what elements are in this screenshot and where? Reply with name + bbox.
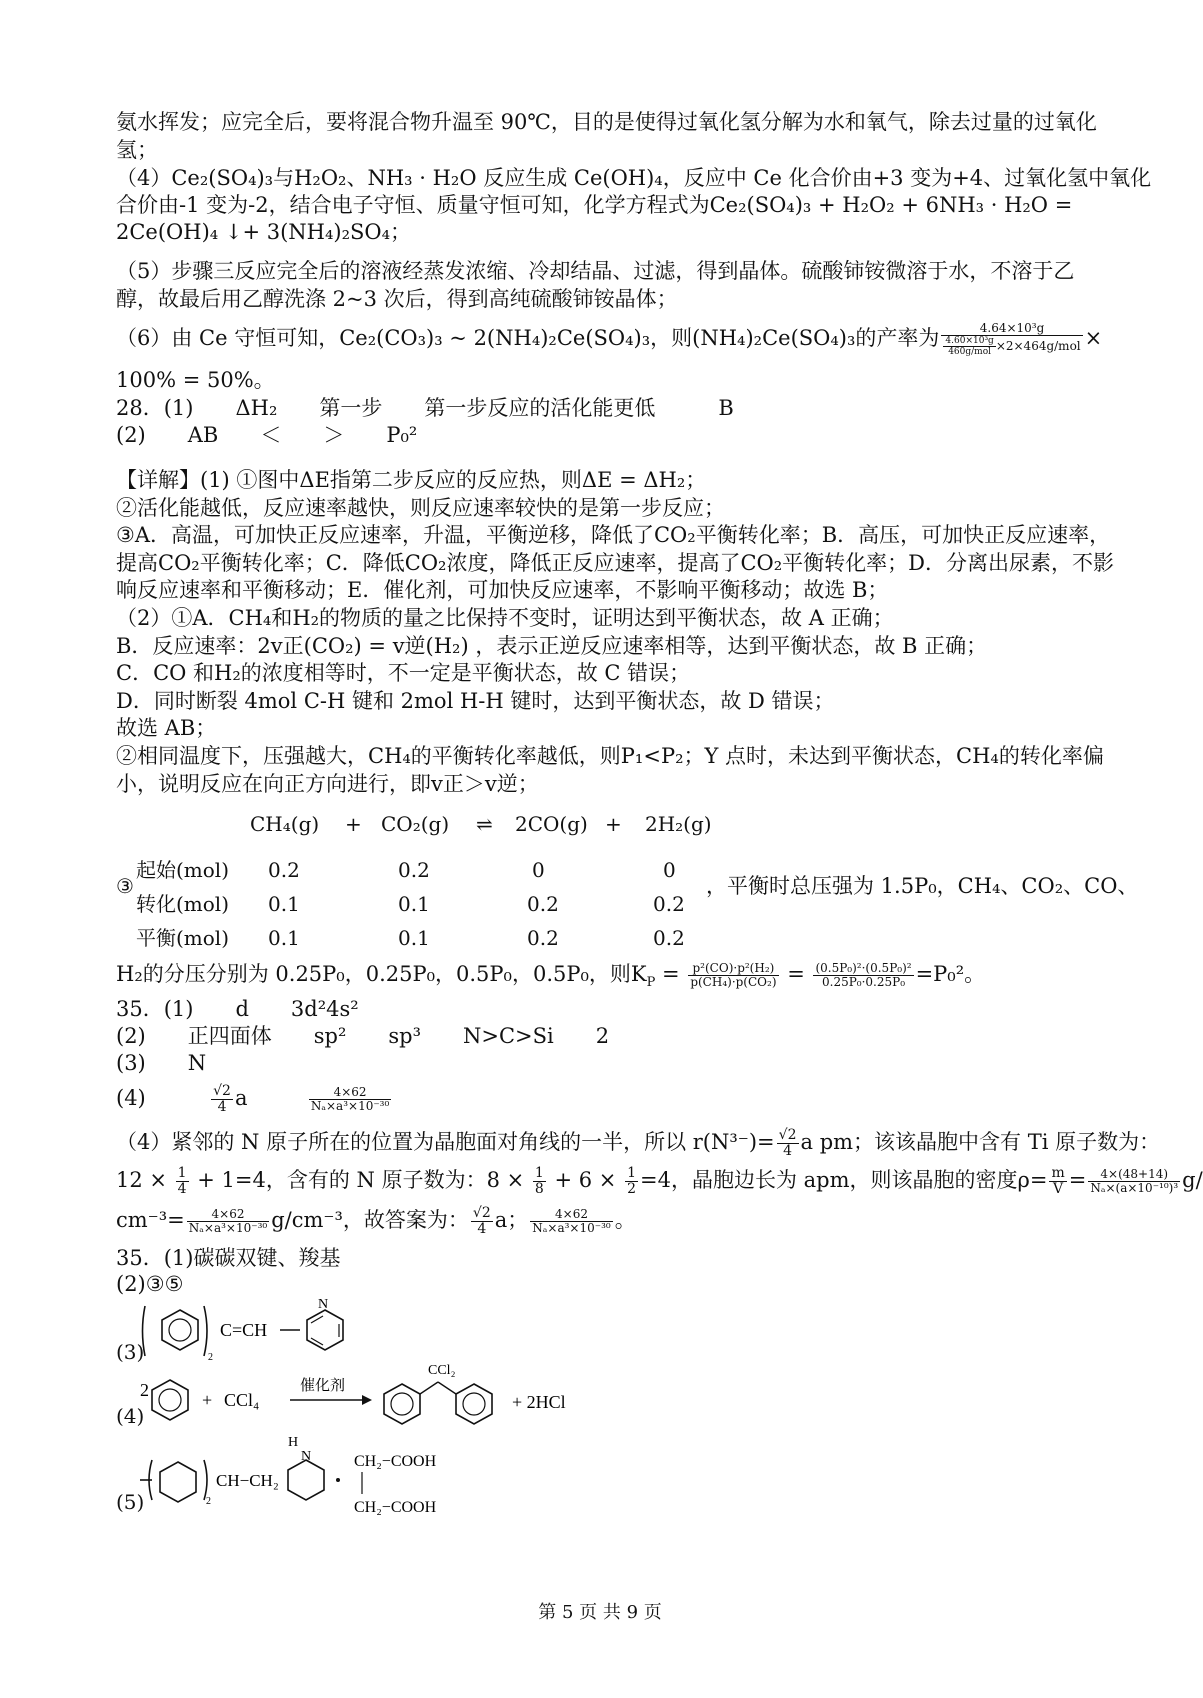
table-header-cell: CH₄(g) xyxy=(250,812,320,836)
text-line: 100% = 50%。 xyxy=(116,368,275,392)
aromatic-circle xyxy=(391,1393,413,1415)
text-line: 故选 AB； xyxy=(116,716,217,740)
fraction xyxy=(471,1206,493,1237)
kp-subscript: P xyxy=(646,975,656,991)
aromatic-circle xyxy=(159,1389,181,1411)
text-line: （2）①A．CH₄和H₂的物质的量之比保持不变时，证明达到平衡状态，故 A 正确； xyxy=(116,606,894,630)
denominator: p(CH₄)·p(CO₂) xyxy=(690,975,777,989)
arrow-head-icon xyxy=(362,1395,372,1405)
fraction xyxy=(625,1166,638,1197)
bond xyxy=(438,1382,456,1394)
table-cell: 0.2 xyxy=(398,858,430,882)
kp-result: =P₀²。 xyxy=(915,962,986,986)
answer-28-1: 28．(1) ΔH₂ 第一步 第一步反应的活化能更低 B xyxy=(116,396,734,420)
text-line: 氨水挥发；应完全后，要将混合物升温至 90℃，目的是使得过氧化氢分解为水和氧气，除去过量的过氧化 xyxy=(116,110,1097,134)
denominator: 8 xyxy=(534,1181,544,1197)
organic-answer-1: 35．(1)碳碳双键、羧基 xyxy=(116,1246,341,1270)
text-line: （5）步骤三反应完全后的溶液经蒸发浓缩、冷却结晶、过滤，得到晶体。硫酸铈铵微溶于水，不溶于乙 xyxy=(116,259,1075,283)
table-cell: 0.1 xyxy=(398,892,430,916)
piperidine-ring-icon xyxy=(288,1460,324,1500)
table-cell: 0.2 xyxy=(268,858,300,882)
organic-answer-5-label: (5) xyxy=(116,1490,145,1514)
numerator: (0.5P₀)²·(0.5P₀)² xyxy=(815,961,912,975)
circle-number: ③ xyxy=(116,874,134,898)
kp-equals: = xyxy=(655,962,687,986)
fraction xyxy=(1049,1166,1066,1197)
kp-fraction-2 xyxy=(813,962,913,989)
denominator: 4 xyxy=(217,1099,227,1115)
aromatic-circle xyxy=(463,1393,485,1415)
numerator: √2 xyxy=(472,1205,491,1221)
table-header-cell: ⇌ xyxy=(476,812,493,836)
structure-5-svg xyxy=(140,1430,520,1520)
cyclohexane-ring-icon xyxy=(160,1462,196,1502)
table-header-cell: 2CO(g) xyxy=(515,812,588,836)
product-text: + 2HCl xyxy=(512,1392,566,1412)
text: （4）紧邻的 N 原子所在的位置为晶胞面对角线的一半，所以 r(N³⁻)= xyxy=(116,1130,775,1154)
bracket-left xyxy=(143,1306,146,1356)
aromatic-circle xyxy=(169,1319,191,1341)
reagent: CCl₄ xyxy=(224,1390,260,1410)
organic-answer-2: (2)③⑤ xyxy=(116,1272,184,1296)
structure-3-text: C=CH xyxy=(220,1320,268,1340)
answer-35-2: (2) 正四面体 sp² sp³ N>C>Si 2 xyxy=(116,1024,610,1048)
denominator: 0.25P₀·0.25P₀ xyxy=(822,975,906,989)
denominator: Nₐ×a³×10⁻³⁰ xyxy=(188,1221,268,1235)
bracket-right xyxy=(204,1306,207,1356)
table-cell: 0.2 xyxy=(527,926,559,950)
table-cell: 0 xyxy=(532,858,545,882)
text: 12 × xyxy=(116,1168,174,1192)
text: g/ xyxy=(1182,1168,1203,1192)
structure-3-svg xyxy=(140,1296,400,1366)
structure-4-svg xyxy=(140,1360,600,1440)
kp-text: H₂的分压分别为 0.25P₀，0.25P₀，0.5P₀，0.5P₀，则K xyxy=(116,962,647,986)
answer-35-3: (3) N xyxy=(116,1051,207,1075)
text-line: ②活化能越低，反应速率越快，则反应速率较快的是第一步反应； xyxy=(116,496,725,520)
subscript-2: 2 xyxy=(208,1352,213,1363)
table-header-cell: + xyxy=(345,812,362,836)
structure-5-text: CH−CH₂ xyxy=(216,1471,279,1490)
text: cm⁻³= xyxy=(116,1208,185,1232)
center-group: CCl₂ xyxy=(428,1363,456,1378)
numerator: √2 xyxy=(778,1127,797,1143)
text-line: B．反应速率：2v正(CO₂) = v逆(H₂) ，表示正逆反应速率相等，达到平衡状态，故 B 正确； xyxy=(116,634,988,658)
fraction xyxy=(1088,1168,1180,1195)
fraction xyxy=(176,1166,189,1197)
yield-fraction xyxy=(941,322,1082,357)
table-cell: 0.2 xyxy=(653,926,685,950)
inner-denominator: 460g/mol xyxy=(948,347,992,357)
denominator: Nₐ×(a×10⁻¹⁰)³ xyxy=(1090,1181,1179,1195)
inner-numerator: 4.60×10³g xyxy=(945,336,994,346)
text-line: 【详解】(1) ①图中ΔE指第二步反应的反应热，则ΔE = ΔH₂； xyxy=(116,468,707,492)
text-line: 醇，故最后用乙醇洗涤 2~3 次后，得到高纯硫酸铈铵晶体； xyxy=(116,287,678,311)
text-line: 响反应速率和平衡移动；E．催化剂，可加快反应速率，不影响平衡移动；故选 B； xyxy=(116,578,889,602)
text-line: ②相同温度下，压强越大，CH₄的平衡转化率越低，则P₁<P₂；Y 点时，未达到平衡状态，CH₄的转化率偏 xyxy=(116,744,1104,768)
benzene-ring-icon xyxy=(456,1384,492,1424)
text-line: 合价由-1 变为-2，结合电子守恒、质量守恒可知，化学方程式为Ce₂(SO₄)₃ + H₂O₂ + 6NH₃ · H₂O = xyxy=(116,193,1073,217)
text: a； xyxy=(494,1208,529,1232)
benzene-ring-icon xyxy=(152,1380,188,1420)
denominator-tail: ×2×464g/mol xyxy=(995,339,1081,353)
answer-35-1: 35．(1) d 3d²4s² xyxy=(116,997,359,1021)
text: g/cm⁻³，故答案为： xyxy=(271,1208,469,1232)
hydrogen-atom: H xyxy=(288,1435,299,1450)
numerator: 4×62 xyxy=(187,1208,269,1222)
denominator: 4 xyxy=(177,1181,187,1197)
row-label: 平衡(mol) xyxy=(136,926,230,950)
text-line: 2Ce(OH)₄ ↓+ 3(NH₄)₂SO₄； xyxy=(116,220,412,244)
text: + 6 × xyxy=(547,1168,624,1192)
bracket-right xyxy=(204,1460,207,1500)
table-cell: 0 xyxy=(663,858,676,882)
numerator: p²(CO)·p²(H₂) xyxy=(688,962,778,976)
nitrogen-atom: N xyxy=(318,1297,329,1312)
fraction xyxy=(211,1084,233,1115)
text-line: 氢； xyxy=(116,138,158,162)
denominator: Nₐ×a³×10⁻³⁰ xyxy=(310,1099,390,1113)
label: (4) xyxy=(116,1086,146,1110)
nitrogen-atom: N xyxy=(301,1449,312,1464)
acid-group: CH₂−COOH xyxy=(354,1499,437,1516)
fraction xyxy=(533,1166,546,1197)
numerator: 4×(48+14) xyxy=(1088,1168,1180,1182)
row-label: 转化(mol) xyxy=(136,892,230,916)
answer-28-2: (2) AB ＜ ＞ P₀² xyxy=(116,423,418,447)
fraction xyxy=(777,1128,799,1159)
table-cell: 0.2 xyxy=(653,892,685,916)
fraction xyxy=(187,1208,269,1235)
benzene-ring-icon xyxy=(384,1384,420,1424)
inner-fraction xyxy=(943,336,995,357)
kp-fraction-1 xyxy=(688,962,778,989)
table-cell: 0.1 xyxy=(268,892,300,916)
table-header-cell: + xyxy=(605,812,622,836)
explanation-line xyxy=(116,1166,1203,1197)
page-footer: 第 5 页 共 9 页 xyxy=(538,1602,662,1623)
text: a pm；该该晶胞中含有 Ti 原子数为： xyxy=(800,1130,1161,1154)
numerator: m xyxy=(1051,1165,1065,1181)
denominator: 2 xyxy=(627,1181,636,1197)
dot-separator xyxy=(336,1478,340,1482)
row-label: 起始(mol) xyxy=(136,858,230,882)
explanation-line xyxy=(116,1128,1160,1159)
text: + 1=4，含有的 N 原子数为：8 × xyxy=(190,1168,531,1192)
table-tail-text: ，平衡时总压强为 1.5P₀，CH₄、CO₂、CO、 xyxy=(706,874,1139,898)
yield-numerator: 4.64×10³g xyxy=(941,322,1082,336)
coefficient: 2 xyxy=(140,1380,149,1400)
numerator: 1 xyxy=(627,1165,636,1181)
fraction xyxy=(309,1086,391,1113)
text-line: D．同时断裂 4mol C-H 键和 2mol H-H 键时，达到平衡状态，故 D 错误； xyxy=(116,689,835,713)
times-sign: × xyxy=(1084,326,1103,350)
numerator: √2 xyxy=(213,1083,231,1099)
answer-35-4 xyxy=(116,1084,393,1115)
organic-answer-3-label: (3) xyxy=(116,1340,145,1364)
text-line: 小，说明反应在向正方向进行，即v正＞v逆； xyxy=(116,772,539,796)
yield-denominator xyxy=(941,336,1082,357)
denominator: Nₐ×a³×10⁻³⁰ xyxy=(532,1221,611,1235)
tail: a xyxy=(234,1086,248,1110)
table-header-cell: CO₂(g) xyxy=(381,812,450,836)
explanation-line xyxy=(116,1206,636,1237)
text-line: C．CO 和H₂的浓度相等时，不一定是平衡状态，故 C 错误； xyxy=(116,661,691,685)
plus-sign: + xyxy=(202,1390,213,1410)
denominator: 4 xyxy=(477,1221,487,1237)
yield-line xyxy=(116,322,1102,357)
pyridine-ring-icon xyxy=(307,1310,343,1350)
fraction xyxy=(530,1208,612,1235)
numerator: 1 xyxy=(177,1165,187,1181)
text: =4，晶胞边长为 apm，则该晶胞的密度ρ= xyxy=(640,1168,1048,1192)
table-cell: 0.1 xyxy=(398,926,430,950)
numerator: 4×62 xyxy=(530,1208,612,1222)
organic-answer-4-label: (4) xyxy=(116,1404,145,1428)
table-cell: 0.1 xyxy=(268,926,300,950)
benzene-ring-icon xyxy=(162,1310,198,1350)
numerator: 1 xyxy=(534,1165,544,1181)
denominator: V xyxy=(1053,1181,1064,1197)
table-header-cell: 2H₂(g) xyxy=(645,812,712,836)
kp-line: H₂的分压分别为 0.25P₀，0.25P₀，0.5P₀，0.5P₀，则$K_P$ = $\frac{\text{p²(CO)·p²(H₂)}}{\text{p(CH₄)·p(CO₂)}}$ = $\frac{\text{(0.5P₀)²·(0.5P₀)²}}{\text{0.25P₀·0.25P₀}}$ =P₀²。 xyxy=(116,961,986,991)
text-line: 提高CO₂平衡转化率；C．降低CO₂浓度，降低正反应速率，提高了CO₂平衡转化率；D．分离出尿素，不影 xyxy=(116,551,1115,575)
text-line: （4）Ce₂(SO₄)₃与H₂O₂、NH₃ · H₂O 反应生成 Ce(OH)₄，反应中 Ce 化合价由+3 变为+4、过氧化氢中氧化 xyxy=(116,166,1152,190)
denominator: 4 xyxy=(783,1143,793,1159)
numerator: 4×62 xyxy=(309,1086,391,1100)
subscript-2: 2 xyxy=(206,1496,211,1507)
yield-text: （6）由 Ce 守恒可知，Ce₂(CO₃)₃ ~ 2(NH₄)₂Ce(SO₄)₃，则(NH₄)₂Ce(SO₄)₃的产率为 xyxy=(116,326,940,350)
text: 。 xyxy=(614,1208,636,1232)
table-cell: 0.2 xyxy=(527,892,559,916)
text-line: ③A．高温，可加快正反应速率，升温，平衡逆移，降低了CO₂平衡转化率；B．高压，可加快正反应速率， xyxy=(116,523,1111,547)
acid-group: CH₂−COOH xyxy=(354,1453,437,1470)
text: = xyxy=(1068,1168,1087,1192)
catalyst-label: 催化剂 xyxy=(300,1378,346,1394)
bond xyxy=(420,1382,438,1394)
